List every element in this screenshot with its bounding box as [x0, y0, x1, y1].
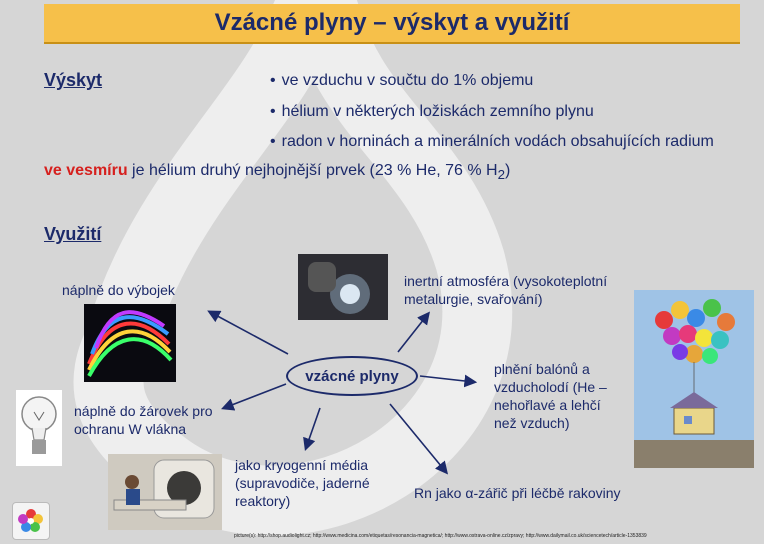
label-discharge: náplně do výbojek	[62, 282, 175, 298]
universe-text: je hélium druhý nejhojnější prvek (23 % He, 76 % H	[127, 162, 498, 179]
balloon-house-photo	[634, 290, 754, 468]
occurrence-bullet-gas: • hélium v některých ložiskách zemního plynu	[270, 103, 594, 121]
image-credits: picture(s): http://shop.audiolight.cz; http://www.medicina.com/etiquetas/resonancia-magnetica/; http://www.ostrava-online.cz/zpravy; http://www.dailymail.co.uk/sciencetech/article-1353839	[234, 533, 647, 539]
center-node: vzácné plyny	[286, 356, 418, 396]
neon-tubes-photo	[84, 304, 176, 382]
welding-photo	[298, 254, 388, 320]
occurrence-bullet-air: • ve vzduchu v součtu do 1% objemu	[270, 72, 533, 90]
occurrence-heading: Výskyt	[44, 70, 103, 90]
universe-subscript: 2	[497, 167, 505, 183]
school-logo	[12, 502, 50, 540]
universe-end: )	[505, 162, 511, 179]
label-inert: inertní atmosféra (vysokoteplotní metalurgie, svařování)	[404, 273, 608, 307]
occurrence-bullet-radon: • radon v horninách a minerálních vodách obsahujících radium	[270, 133, 714, 151]
title-bar	[44, 4, 740, 44]
universe-highlight: ve vesmíru	[44, 162, 128, 179]
label-cryo: jako kryogenní média (supravodiče, jaderné reaktory)	[235, 457, 370, 509]
label-balloons: plnění balónů a vzducholodí (He – nehořlavé a lehčí než vzduch)	[494, 361, 607, 431]
universe-sentence	[44, 162, 510, 182]
flower-logo-icon	[13, 503, 49, 539]
light-bulb-icon	[16, 390, 62, 466]
usage-heading: Využití	[44, 224, 102, 244]
label-radon: Rn jako α-zářič při léčbě rakoviny	[414, 485, 621, 501]
page-title: Vzácné plyny – výskyt a využití	[214, 9, 570, 36]
mri-scanner-photo	[108, 454, 222, 530]
label-bulbs: náplně do žárovek pro ochranu W vlákna	[74, 403, 213, 437]
